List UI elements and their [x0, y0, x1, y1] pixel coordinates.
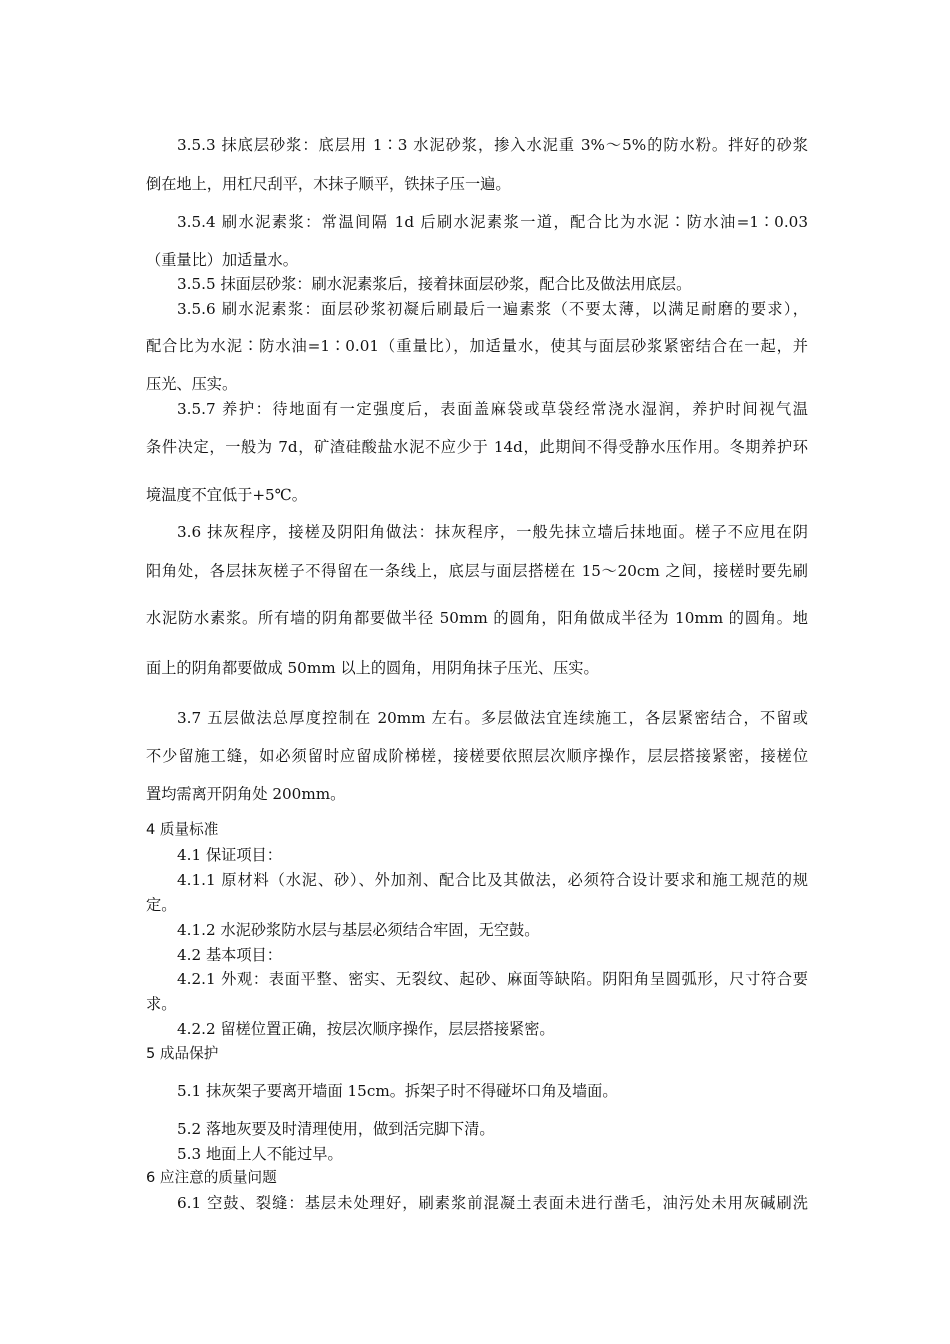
text-line: 3.5.7 养护：待地面有一定强度后，表面盖麻袋或草袋经常浇水湿润，养护时间视气温	[177, 400, 808, 418]
text-line: 水泥防水素浆。所有墙的阴角都要做半径 50mm 的圆角，阳角做成半径为 10mm 的圆角。地	[146, 609, 808, 627]
text-line: 境温度不宜低于+5℃。	[146, 486, 307, 504]
text-line: 4.1.1 原材料（水泥、砂）、外加剂、配合比及其做法，必须符合设计要求和施工规范的规	[177, 871, 808, 889]
text-line: 3.7 五层做法总厚度控制在 20mm 左右。多层做法宜连续施工，各层紧密结合，不留或	[177, 709, 808, 727]
text-line: 3.5.6 刷水泥素浆：面层砂浆初凝后刷最后一遍素浆（不要太薄，以满足耐磨的要求），	[177, 300, 808, 318]
text-line: 4.2 基本项目：	[177, 946, 282, 964]
text-line: 3.6 抹灰程序，接槎及阴阳角做法：抹灰程序，一般先抹立墙后抹地面。槎子不应甩在阴	[177, 523, 808, 541]
text-line: 4.1.2 水泥砂浆防水层与基层必须结合牢固，无空鼓。	[177, 921, 540, 939]
text-line: 面上的阴角都要做成 50mm 以上的圆角，用阴角抹子压光、压实。	[146, 659, 599, 677]
text-line: 阳角处，各层抹灰槎子不得留在一条线上，底层与面层搭槎在 15～20cm 之间，接槎时要先刷	[146, 562, 808, 580]
text-line: 4.2.1 外观：表面平整、密实、无裂纹、起砂、麻面等缺陷。阴阳角呈圆弧形，尺寸符合要	[177, 970, 808, 988]
text-line: 3.5.4 刷水泥素浆：常温间隔 1d 后刷水泥素浆一道，配合比为水泥∶防水油=1∶0.03	[177, 213, 808, 231]
text-line: 3.5.5 抹面层砂浆：刷水泥素浆后，接着抹面层砂浆，配合比及做法用底层。	[177, 275, 692, 293]
text-line: 配合比为水泥∶防水油=1∶0.01（重量比），加适量水，使其与面层砂浆紧密结合在一起，并	[146, 337, 808, 355]
text-line: （重量比）加适量水。	[146, 251, 298, 269]
section-heading: 6 应注意的质量问题	[146, 1169, 277, 1186]
text-line: 3.5.3 抹底层砂浆：底层用 1∶3 水泥砂浆，掺入水泥重 3%～5%的防水粉。拌好的砂浆	[177, 136, 808, 154]
text-line: 条件决定，一般为 7d，矿渣硅酸盐水泥不应少于 14d，此期间不得受静水压作用。冬期养护环	[146, 438, 808, 456]
text-line: 5.3 地面上人不能过早。	[177, 1145, 343, 1163]
text-line: 4.2.2 留槎位置正确，按层次顺序操作，层层搭接紧密。	[177, 1020, 555, 1038]
text-line: 6.1 空鼓、裂缝：基层未处理好，刷素浆前混凝土表面未进行凿毛，油污处未用灰碱刷洗	[177, 1194, 808, 1212]
section-heading: 5 成品保护	[146, 1045, 219, 1062]
text-line: 定。	[146, 896, 177, 914]
text-line: 5.1 抹灰架子要离开墙面 15cm。拆架子时不得碰坏口角及墙面。	[177, 1082, 618, 1100]
text-line: 压光、压实。	[146, 375, 238, 393]
text-line: 求。	[146, 995, 177, 1013]
text-line: 4.1 保证项目：	[177, 846, 282, 864]
text-line: 不少留施工缝，如必须留时应留成阶梯槎，接槎要依照层次顺序操作，层层搭接紧密，接槎位	[146, 747, 808, 765]
section-heading: 4 质量标准	[146, 821, 219, 838]
text-line: 5.2 落地灰要及时清理使用，做到活完脚下清。	[177, 1120, 495, 1138]
text-line: 倒在地上，用杠尺刮平，木抹子顺平，铁抹子压一遍。	[146, 175, 511, 193]
text-line: 置均需离开阴角处 200mm。	[146, 785, 346, 803]
